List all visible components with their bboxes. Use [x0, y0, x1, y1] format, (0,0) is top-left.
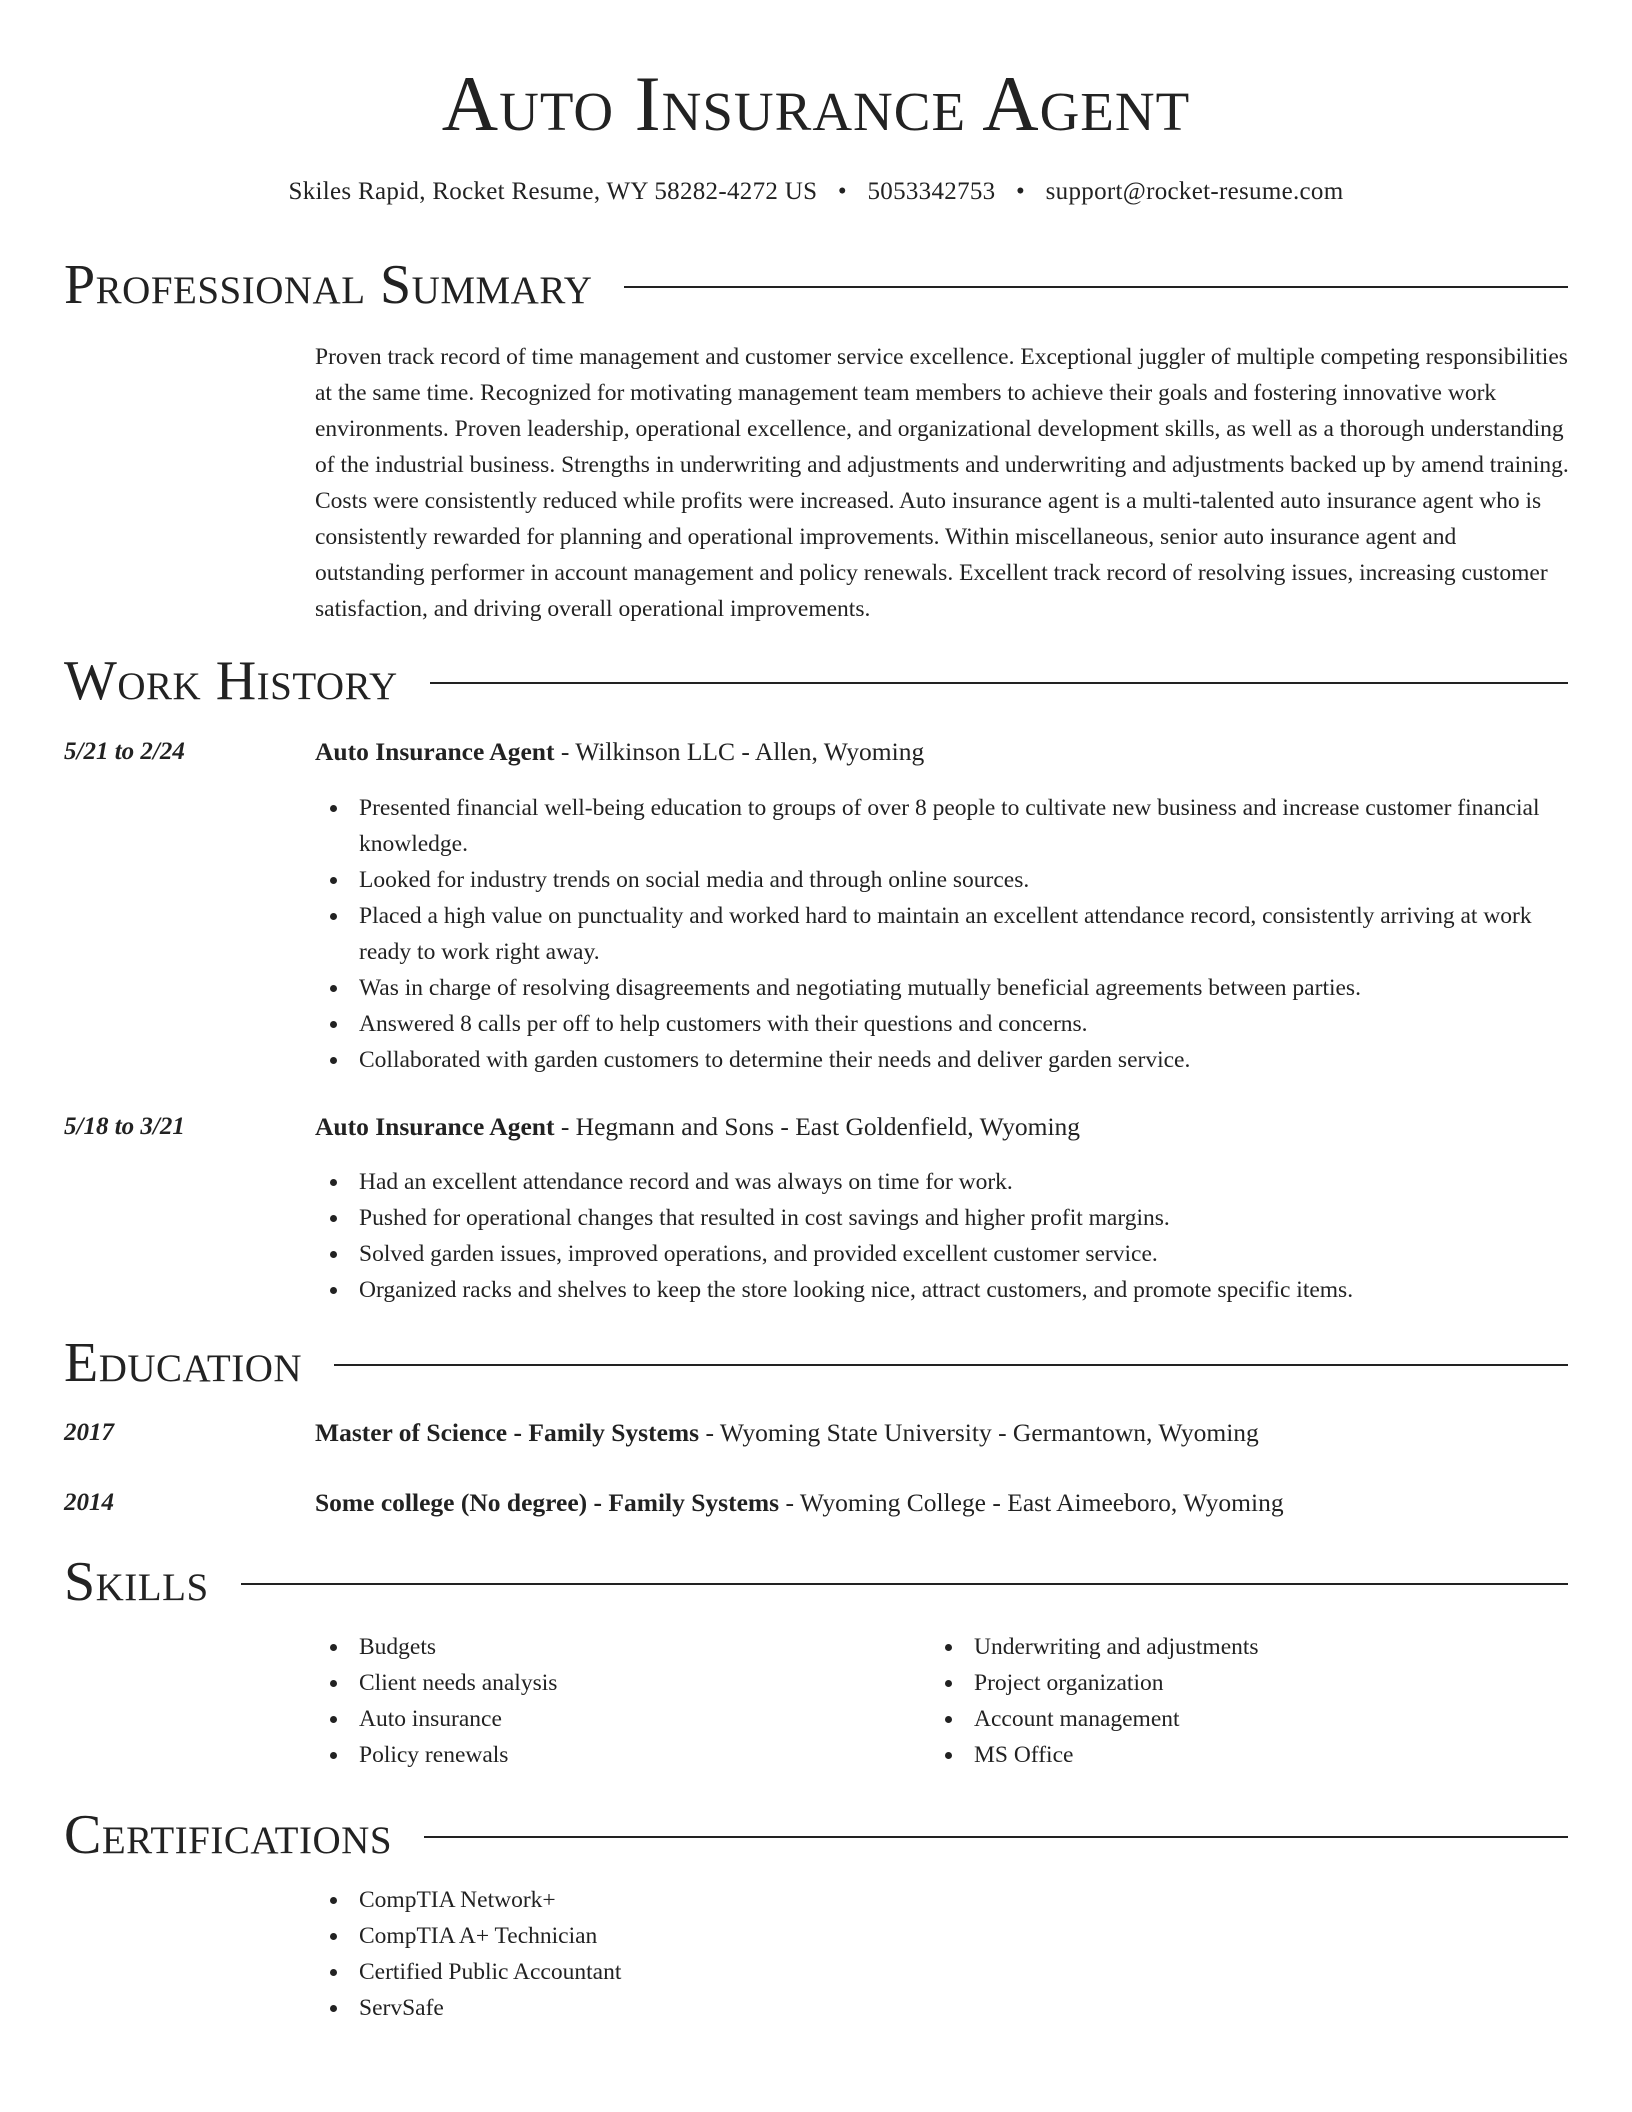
education-school: - Wyoming State University - Germantown, Wyoming: [699, 1418, 1259, 1447]
contact-separator: •: [837, 178, 847, 205]
job-dates: 5/18 to 3/21: [64, 1113, 185, 1140]
skill-item: MS Office: [930, 1737, 1530, 1773]
job-title: Auto Insurance Agent: [315, 1112, 555, 1141]
section-divider: [624, 286, 1568, 288]
list-item: Answered 8 calls per off to help customers with their questions and concerns.: [315, 1006, 1570, 1042]
education-year: 2014: [64, 1489, 114, 1516]
job-title-line: [315, 736, 1570, 768]
contact-phone: 5053342753: [867, 178, 996, 205]
job-title: Auto Insurance Agent: [315, 737, 555, 766]
list-item: Was in charge of resolving disagreements and negotiating mutually beneficial agreements between parties.: [315, 970, 1570, 1006]
education-degree: Master of Science - Family Systems: [315, 1418, 700, 1447]
section-education-header: [64, 1332, 1568, 1394]
list-item: Had an excellent attendance record and was always on time for work.: [315, 1164, 1570, 1200]
section-heading-work: Work History: [64, 650, 398, 712]
job-title-line: [315, 1111, 1570, 1143]
list-item: Solved garden issues, improved operations, and provided excellent customer service.: [315, 1236, 1570, 1272]
job-dates: 5/21 to 2/24: [64, 738, 185, 765]
job-employer: - Wilkinson LLC - Allen, Wyoming: [554, 737, 925, 766]
contact-address: Skiles Rapid, Rocket Resume, WY 58282-4272 US: [288, 178, 818, 205]
job-employer: - Hegmann and Sons - East Goldenfield, Wyoming: [554, 1112, 1081, 1141]
contact-email: support@rocket-resume.com: [1045, 178, 1344, 205]
section-skills-header: [64, 1551, 1568, 1613]
summary-text: Proven track record of time management and customer service excellence. Exceptional juggler of multiple competing responsibilities at the same time. Recognized for motivating management team members to achieve their goals and fostering innovative work environments. Proven leadership, operational excellence, and organizational development skills, as well as a thorough understanding of the industrial business. Strengths in underwriting and adjustments and underwriting and adjustments backed up by amend training. Costs were consistently reduced while profits were increased. Auto insurance agent is a multi-talented auto insurance agent who is consistently rewarded for planning and operational improvements. Within miscellaneous, senior auto insurance agent and outstanding performer in account management and policy renewals. Excellent track record of resolving issues, increasing customer satisfaction, and driving overall operational improvements.: [315, 344, 1569, 622]
skills-list-right: [930, 1629, 1530, 1773]
list-item: Organized racks and shelves to keep the store looking nice, attract customers, and promote specific items.: [315, 1272, 1570, 1308]
education-entry: [315, 1417, 1570, 1449]
education-school: - Wyoming College - East Aimeeboro, Wyoming: [779, 1488, 1284, 1517]
education-entry: [315, 1487, 1570, 1519]
skill-item: Policy renewals: [315, 1737, 915, 1773]
list-item: Placed a high value on punctuality and worked hard to maintain an excellent attendance record, consistently arriving at work ready to work right away.: [315, 898, 1570, 970]
contact-separator: •: [1016, 178, 1026, 205]
certifications-list: [315, 1882, 915, 2026]
job-bullets: [315, 790, 1570, 1078]
section-divider: [241, 1583, 1568, 1585]
skill-item: Account management: [930, 1701, 1530, 1737]
section-divider: [430, 682, 1568, 684]
list-item: Looked for industry trends on social media and through online sources.: [315, 862, 1570, 898]
section-heading-skills: Skills: [64, 1551, 209, 1613]
education-year: 2017: [64, 1419, 114, 1446]
certification-item: ServSafe: [315, 1990, 915, 2026]
list-item: Collaborated with garden customers to determine their needs and deliver garden service.: [315, 1042, 1570, 1078]
candidate-name: Auto Insurance Agent: [441, 60, 1191, 147]
skill-item: Budgets: [315, 1629, 915, 1665]
certification-item: CompTIA A+ Technician: [315, 1918, 915, 1954]
skill-item: Auto insurance: [315, 1701, 915, 1737]
list-item: Pushed for operational changes that resulted in cost savings and higher profit margins.: [315, 1200, 1570, 1236]
list-item: Presented financial well-being education to groups of over 8 people to cultivate new business and increase customer financial knowledge.: [315, 790, 1570, 862]
education-degree: Some college (No degree) - Family Systems: [315, 1488, 780, 1517]
section-heading-education: Education: [64, 1332, 303, 1394]
certification-item: CompTIA Network+: [315, 1882, 915, 1918]
section-summary-header: [64, 254, 1568, 316]
section-certifications-header: [64, 1804, 1568, 1866]
section-work-header: [64, 650, 1568, 712]
contact-line: [0, 176, 1632, 208]
skill-item: Underwriting and adjustments: [930, 1629, 1530, 1665]
certification-item: Certified Public Accountant: [315, 1954, 915, 1990]
skill-item: Client needs analysis: [315, 1665, 915, 1701]
job-bullets: [315, 1164, 1570, 1308]
skill-item: Project organization: [930, 1665, 1530, 1701]
section-heading-summary: Professional Summary: [64, 254, 593, 316]
skills-list-left: [315, 1629, 915, 1773]
section-divider: [424, 1836, 1568, 1838]
section-divider: [334, 1364, 1568, 1366]
section-heading-certifications: Certifications: [64, 1804, 393, 1866]
